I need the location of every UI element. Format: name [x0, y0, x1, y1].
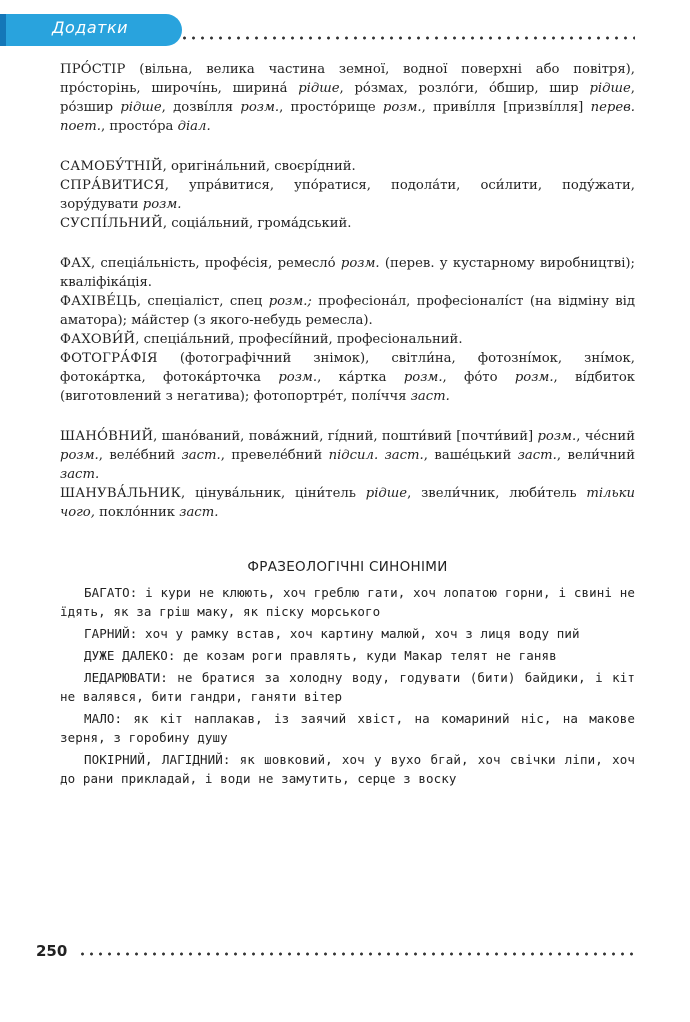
- entry-text: , спеціа́льний, професі́йний, професіональний.: [135, 332, 463, 347]
- entry-text: , просто́рище: [279, 100, 383, 115]
- usage-label: розм.: [240, 100, 280, 115]
- usage-label: розм.: [142, 197, 182, 212]
- footer-dotted-rule: [78, 952, 636, 956]
- synonym-entry: [60, 214, 635, 233]
- phraseology-item: ГАРНИЙ: хоч у рамку встав, хоч картину малюй, хоч з лиця воду пий: [84, 626, 580, 641]
- entry-text: , шано́ваний, пова́жний, гі́дний, пошти́вий [почти́вий]: [153, 429, 538, 444]
- synonym-entry: [60, 60, 635, 136]
- entry-text: , приві́лля [призві́лля]: [421, 100, 591, 115]
- usage-label: розм.: [278, 370, 318, 385]
- synonym-entry: [60, 157, 635, 176]
- page-number: 250: [36, 942, 68, 960]
- entry-text: , оригіна́льний, своєрі́дний.: [162, 159, 356, 174]
- synonym-entry: [60, 254, 635, 292]
- group-spacer: [60, 136, 635, 157]
- usage-label: рідше: [120, 100, 162, 115]
- synonym-entry: [60, 292, 635, 330]
- phraseology-list: [60, 583, 635, 788]
- usage-label: розм.: [514, 370, 554, 385]
- phraseology-item: ЛЕДАРЮВАТИ: не братися за холодну воду, годувати (бити) байдики, і кіт не валявся, бити гандри, ганяти вітер: [60, 670, 635, 704]
- synonym-entry: [60, 176, 635, 214]
- entry-text: професіона́л, професіоналі́ст (на відміну від аматора); ма́йстер (з якого-небудь ремесла).: [60, 294, 635, 328]
- usage-label: заст.: [410, 389, 450, 404]
- entry-text: , фо́то: [442, 370, 515, 385]
- usage-label: тільки чого,: [60, 486, 635, 520]
- entry-text: , ваше́цький: [423, 448, 518, 463]
- usage-label: розм.: [537, 429, 577, 444]
- entry-text: , ро́зшир: [60, 81, 635, 115]
- entry-text: , звели́чник, люби́тель: [407, 486, 587, 501]
- usage-label: розм.: [382, 100, 422, 115]
- usage-label: заст.: [181, 448, 221, 463]
- entry-text: , вели́чний: [556, 448, 636, 463]
- usage-label: розм.;: [268, 294, 312, 309]
- entry-text: , ка́ртка: [317, 370, 404, 385]
- entry-text: , превеле́бний: [220, 448, 329, 463]
- usage-label: розм.: [340, 256, 380, 271]
- header-dotted-rule: [180, 36, 635, 40]
- entry-headword: ШАНУВА́ЛЬНИК: [60, 486, 182, 501]
- usage-label: заст.: [179, 505, 219, 520]
- group-spacer: [60, 406, 635, 427]
- entry-headword: ШАНО́ВНИЙ: [60, 429, 154, 444]
- entry-text: , дозві́лля: [161, 100, 241, 115]
- entry-headword: ФОТОГРА́ФІЯ: [60, 351, 158, 366]
- usage-label: заст.: [517, 448, 557, 463]
- entry-text: , ві́дбиток (виготовлений з негатива); фотопортре́т, полі́ччя: [60, 370, 635, 404]
- entry-text: , веле́бний: [98, 448, 182, 463]
- entry-text: , спеціаліст, спец: [136, 294, 269, 309]
- usage-label: підсил. заст.: [328, 448, 424, 463]
- usage-label: рідше: [298, 81, 340, 96]
- entry-headword: СПРА́ВИТИСЯ: [60, 178, 165, 193]
- entry-text: (фотографічний знімок), світли́на, фотозні́мок, зні́мок, фотока́ртка, фотока́рточка: [60, 351, 635, 385]
- synonym-entry: [60, 427, 635, 484]
- entry-text: (перев. у кустарному виробництві); кваліфіка́ція.: [60, 256, 636, 290]
- phraseology-item: ПОКІРНИЙ, ЛАГІДНИЙ: як шовковий, хоч у вухо бгай, хоч свічки ліпи, хоч до рани прикладай, і води не замутить, серце з воску: [60, 752, 635, 786]
- phraseology-item: МАЛО: як кіт наплакав, із заячий хвіст, на комариний ніс, на макове зерня, з горобину душу: [60, 711, 635, 745]
- entry-headword: СУСПІ́ЛЬНИЙ: [60, 216, 163, 231]
- entry-text: (вільна, велика частина земної, водної поверхні або повітря), про́сторінь, широчі́нь, ширина́: [60, 62, 635, 96]
- entry-headword: ФАХ: [60, 256, 91, 271]
- entry-text: , спеціа́льність, профе́сія, ремесло́: [90, 256, 341, 271]
- entry-text: , ро́змах, розло́ги, о́бшир, шир: [339, 81, 590, 96]
- entry-headword: ПРО́СТІР: [60, 62, 126, 77]
- usage-label: рідше: [589, 81, 631, 96]
- usage-label: діал.: [177, 119, 211, 134]
- phraseology-title: ФРАЗЕОЛОГІЧНІ СИНОНІМИ: [247, 559, 448, 575]
- entry-headword: ФАХІВЕ́ЦЬ: [60, 294, 137, 309]
- usage-label: перев. поет.: [60, 100, 635, 134]
- phraseology-item: БАГАТО: і кури не клюють, хоч греблю гати, хоч лопатою горни, і свині не їдять, як за гріш маку, як піску морського: [60, 585, 635, 619]
- phraseology-item: ДУЖЕ ДАЛЕКО: де козам роги правлять, куди Макар телят не ганяв: [84, 648, 557, 663]
- page-content: [60, 60, 635, 791]
- entry-headword: САМОБУ́ТНІЙ: [60, 159, 163, 174]
- synonym-entries: [60, 60, 635, 522]
- entry-text: , упра́витися, упо́ратися, подола́ти, оси́лити, поду́жати, зору́дувати: [60, 178, 635, 212]
- entry-text: покло́нник: [94, 505, 180, 520]
- synonym-entry: [60, 484, 635, 522]
- group-spacer: [60, 233, 635, 254]
- usage-label: розм.: [60, 448, 99, 463]
- section-tab: [0, 14, 182, 46]
- entry-text: , цінува́льник, ціни́тель: [181, 486, 366, 501]
- usage-label: заст.: [60, 467, 100, 482]
- entry-text: , просто́ра: [100, 119, 178, 134]
- entry-headword: ФАХОВИ́Й: [60, 332, 136, 347]
- entry-text: , соціа́льний, грома́дський.: [162, 216, 352, 231]
- section-label: Додатки: [52, 18, 129, 37]
- usage-label: розм.: [403, 370, 443, 385]
- synonym-entry: [60, 349, 635, 406]
- synonym-entry: [60, 330, 635, 349]
- entry-text: , че́сний: [576, 429, 635, 444]
- usage-label: рідше: [365, 486, 408, 501]
